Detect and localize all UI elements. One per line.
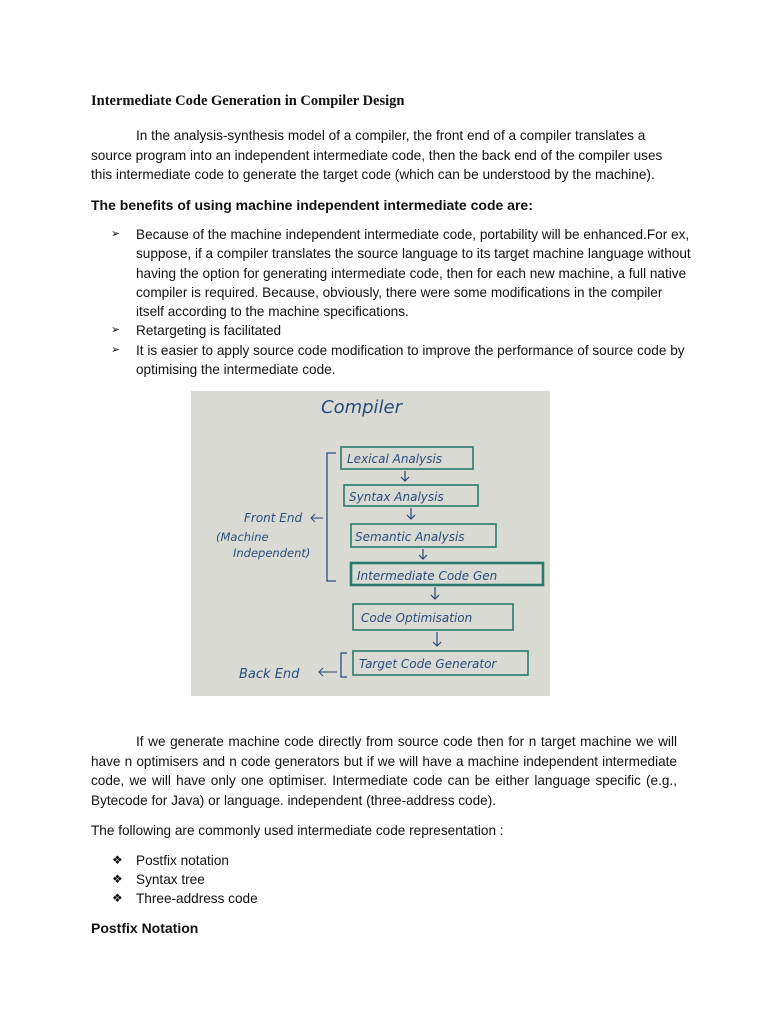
arrow-bullet-icon: ➢	[111, 228, 121, 240]
body-paragraph: If we generate machine code directly from source code then for n target machine we will have n optimisers and n code generators but if we will have a machine independent intermediate code, we will have only one optimiser. Intermediate code can be either language specific (e.g., Bytecode for Java) or language. independent (three-address code).	[91, 734, 677, 808]
list-item	[91, 225, 691, 321]
representation-text: Syntax tree	[136, 872, 205, 887]
back-end-label: Back End	[239, 667, 300, 682]
compiler-phases-figure	[191, 391, 550, 696]
list-item	[91, 341, 691, 380]
representation-text: Three-address code	[136, 891, 258, 906]
representation-text: Postfix notation	[136, 853, 229, 868]
benefits-list	[91, 225, 691, 379]
representations-intro: The following are commonly used intermediate code representation :	[91, 823, 504, 838]
figure-heading: Compiler	[321, 397, 403, 418]
arrow-bullet-icon: ➢	[111, 343, 121, 356]
diamond-bullet-icon: ❖	[112, 853, 123, 867]
section-heading: Postfix Notation	[91, 920, 199, 936]
benefit-text: Retargeting is facilitated	[136, 323, 282, 339]
benefits-heading: The benefits of using machine independent intermediate code are:	[91, 197, 533, 213]
phase-label: Target Code Generator	[359, 657, 497, 671]
diamond-bullet-icon: ❖	[112, 872, 123, 886]
intro-paragraph: In the analysis-synthesis model of a compiler, the front end of a compiler translates a source program into an independent intermediate code, then the back end of the compiler uses this intermediate code to generate the target code (which can be understood by the machine).	[91, 128, 663, 182]
phase-label: Semantic Analysis	[355, 530, 465, 544]
benefit-text: It is easier to apply source code modification to improve the performance of source code by optimising the intermediate code.	[136, 342, 685, 378]
benefit-text: Because of the machine independent intermediate code, portability will be enhanced.For ex, suppose, if a compiler translates the source language to its target machine language without having the option for generating intermediate code, then for each new machine, a full native compiler is required. Because, obviously, there were some modifications in the compiler itself according to the machine specifications.	[136, 227, 691, 320]
compiler-diagram	[191, 391, 550, 696]
front-end-note: (Machine	[216, 530, 269, 544]
phase-label: Lexical Analysis	[347, 452, 443, 466]
list-item	[112, 889, 258, 908]
document-title: Intermediate Code Generation in Compiler Design	[91, 93, 405, 109]
list-item	[112, 870, 258, 889]
phase-label: Code Optimisation	[361, 611, 473, 625]
phase-label: Syntax Analysis	[349, 490, 444, 504]
front-end-note: Independent)	[233, 546, 311, 560]
representations-list	[112, 851, 258, 908]
phase-label: Intermediate Code Gen	[357, 569, 498, 583]
diamond-bullet-icon: ❖	[112, 891, 123, 905]
list-item	[91, 321, 691, 340]
front-end-label: Front End	[244, 511, 303, 525]
arrow-bullet-icon: ➢	[111, 324, 121, 337]
list-item	[112, 851, 258, 870]
